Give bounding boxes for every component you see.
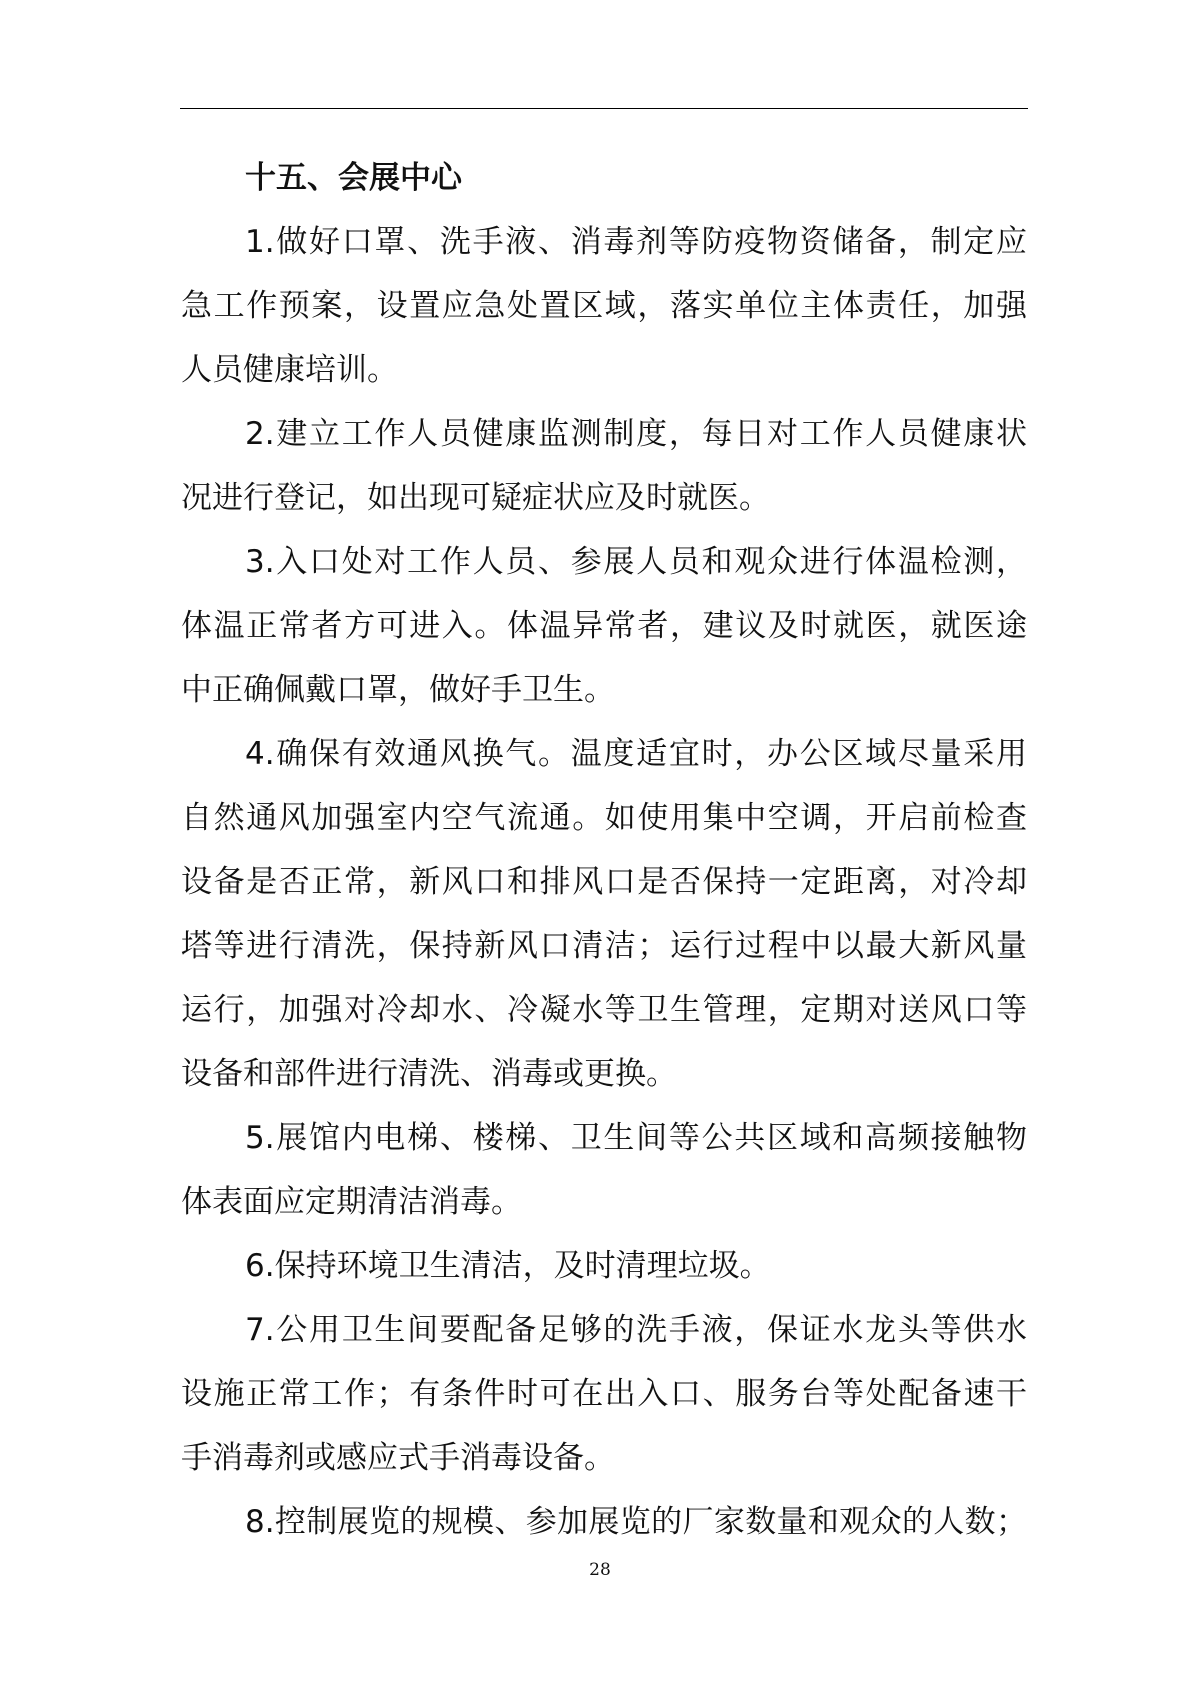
- paragraph-line: 急工作预案，设置应急处置区域，落实单位主体责任，加强: [181, 288, 1027, 324]
- paragraph-line: 设施正常工作；有条件时可在出入口、服务台等处配备速干: [181, 1376, 1027, 1412]
- paragraph-line: 手消毒剂或感应式手消毒设备。: [181, 1440, 615, 1476]
- section-heading: 十五、会展中心: [245, 160, 462, 196]
- paragraph-line: 况进行登记，如出现可疑症状应及时就医。: [181, 480, 770, 516]
- paragraph-line: 自然通风加强室内空气流通。如使用集中空调，开启前检查: [181, 800, 1027, 836]
- paragraph-line: 设备和部件进行清洗、消毒或更换。: [181, 1056, 677, 1092]
- header-rule: [180, 108, 1028, 109]
- paragraph-line: 6.保持环境卫生清洁，及时清理垃圾。: [245, 1248, 771, 1284]
- page-number: 28: [589, 1560, 611, 1580]
- paragraph-line: 7.公用卫生间要配备足够的洗手液，保证水龙头等供水: [245, 1312, 1027, 1348]
- paragraph-line: 体温正常者方可进入。体温异常者，建议及时就医，就医途: [181, 608, 1027, 644]
- paragraph-line: 运行，加强对冷却水、冷凝水等卫生管理，定期对送风口等: [181, 992, 1027, 1028]
- paragraph-line: 8.控制展览的规模、参加展览的厂家数量和观众的人数；: [245, 1504, 1027, 1540]
- paragraph-line: 体表面应定期清洁消毒。: [181, 1184, 522, 1220]
- paragraph-line: 3.入口处对工作人员、参展人员和观众进行体温检测，: [245, 544, 1027, 580]
- paragraph-line: 设备是否正常，新风口和排风口是否保持一定距离，对冷却: [181, 864, 1027, 900]
- paragraph-line: 人员健康培训。: [181, 352, 398, 388]
- paragraph-line: 5.展馆内电梯、楼梯、卫生间等公共区域和高频接触物: [245, 1120, 1027, 1156]
- paragraph-line: 塔等进行清洗，保持新风口清洁；运行过程中以最大新风量: [181, 928, 1027, 964]
- paragraph-line: 4.确保有效通风换气。温度适宜时，办公区域尽量采用: [245, 736, 1027, 772]
- paragraph-line: 1.做好口罩、洗手液、消毒剂等防疫物资储备，制定应: [245, 224, 1027, 260]
- paragraph-line: 中正确佩戴口罩，做好手卫生。: [181, 672, 615, 708]
- paragraph-line: 2.建立工作人员健康监测制度，每日对工作人员健康状: [245, 416, 1027, 452]
